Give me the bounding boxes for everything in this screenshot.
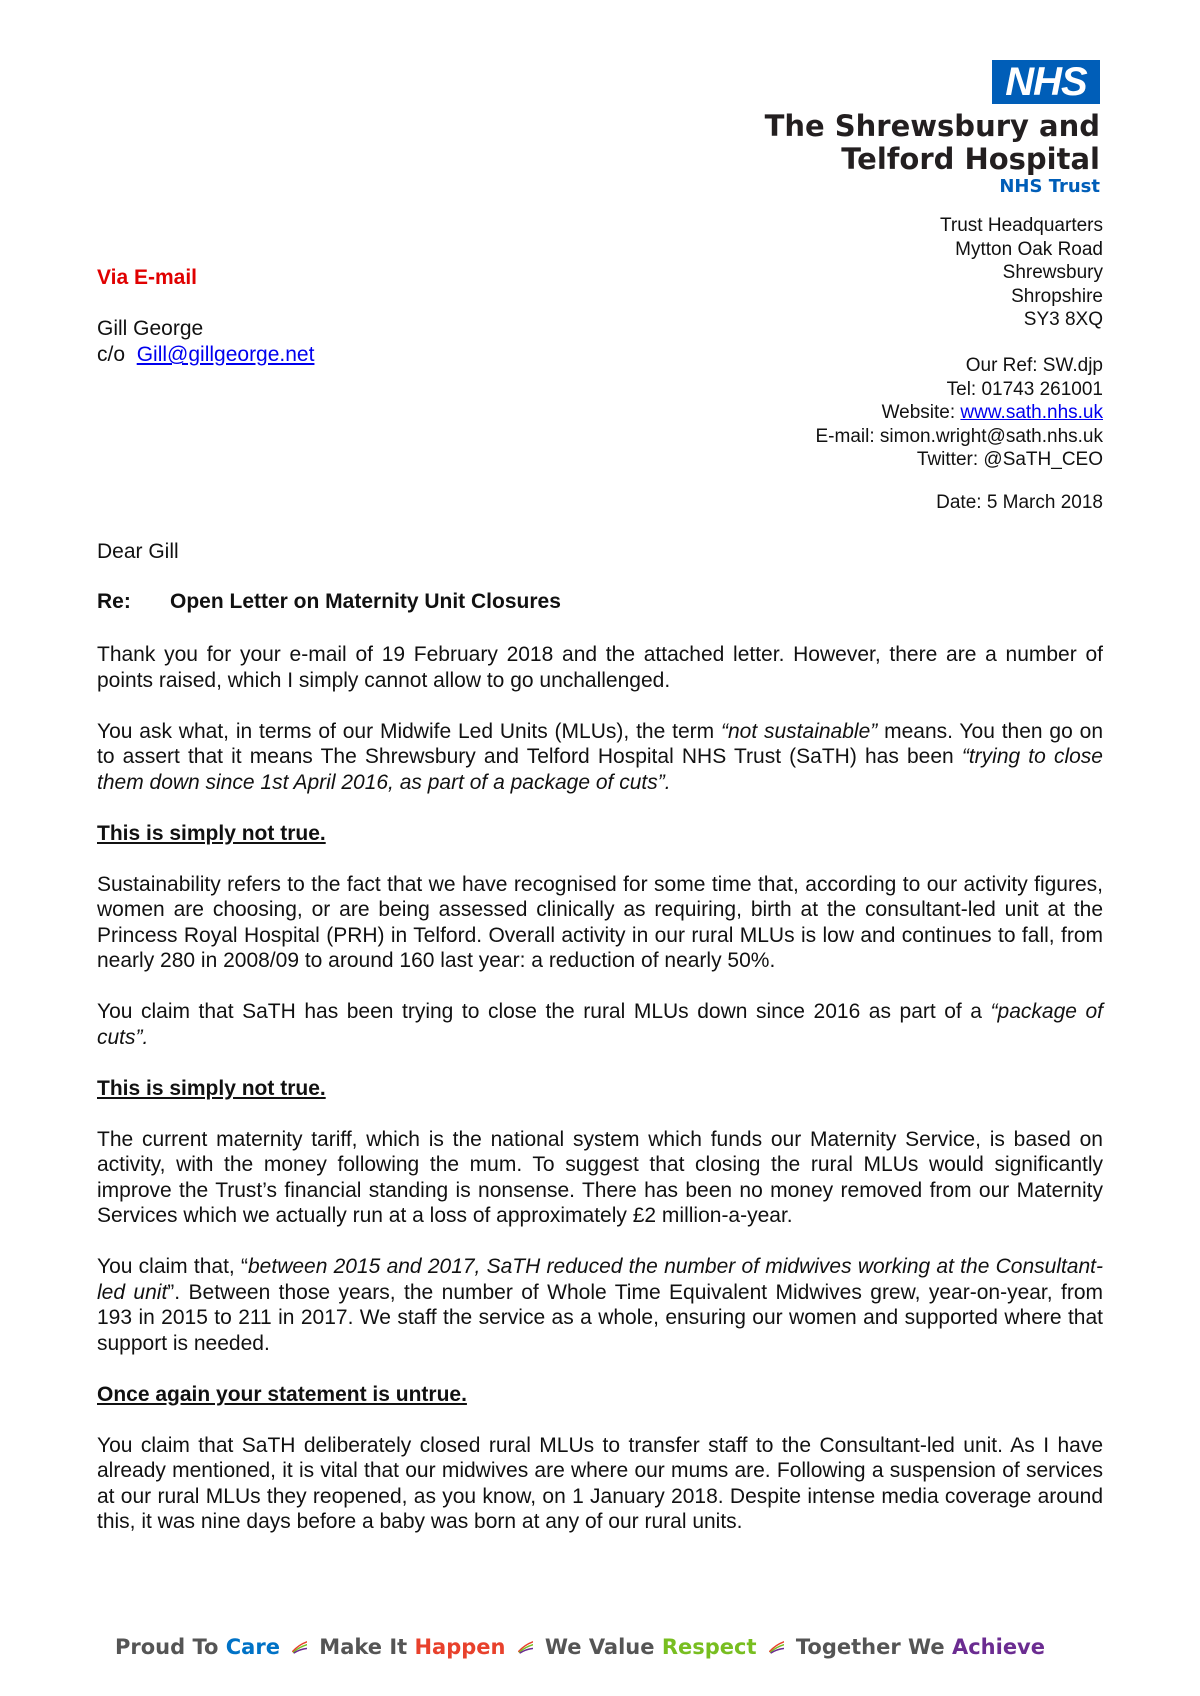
footer-value-prefix: Make It xyxy=(319,1635,415,1659)
website-label: Website: xyxy=(881,402,961,423)
recipient-email-link[interactable]: Gill@gillgeorge.net xyxy=(136,343,315,366)
salutation: Dear Gill xyxy=(97,540,179,563)
trust-address xyxy=(940,214,1103,332)
trust-name-line2: Telford Hospital xyxy=(841,142,1100,176)
letter-paragraph xyxy=(97,1127,1103,1229)
recipient-name: Gill George xyxy=(97,317,204,340)
letter-paragraph xyxy=(97,999,1103,1050)
emphasis-statement: Once again your statement is untrue. xyxy=(97,1382,467,1406)
paragraph-text: “not sustainable” xyxy=(720,719,878,743)
paragraph-text: You claim that SaTH has been trying to close the rural MLUs down since 2016 as part of a xyxy=(97,1000,991,1023)
subject-line xyxy=(97,590,561,614)
paragraph-text: ”. Between those years, the number of Whole Time Equivalent Midwives grew, year-on-year, from 193 in 2015 to 211 in 2017. We staff the service as a whole, ensuring our women and supported where that support is needed. xyxy=(97,1280,1103,1355)
subject-text: Open Letter on Maternity Unit Closures xyxy=(170,590,561,613)
swoosh-icon xyxy=(292,1629,307,1665)
telephone: Tel: 01743 261001 xyxy=(946,378,1103,400)
paragraph-text: Sustainability refers to the fact that we have recognised for some time that, according to our activity figures, women are choosing, or are being assessed clinically as requiring, birth at the consultant-led unit at the Princess Royal Hospital (PRH) in Telford. Overall activity in our rural MLUs is low and continues to fall, from nearly 280 in 2008/09 to around 160 last year: a reduction of nearly 50%. xyxy=(97,872,1103,972)
trust-name xyxy=(765,110,1100,176)
paragraph-text: You claim that SaTH deliberately closed rural MLUs to transfer staff to the Consultant-led unit. As I have already mentioned, it is vital that our midwives are where our mums are. Following a suspension of services at our rural MLUs they reopened, as you know, on 1 January 2018. Despite intense media coverage around this, it was nine days before a baby was born at any of our rural units. xyxy=(97,1433,1103,1533)
paragraph-text: “package of cuts”. xyxy=(97,1000,1103,1049)
footer-value-accent: Achieve xyxy=(951,1635,1045,1659)
our-ref: Our Ref: SW.djp xyxy=(965,355,1103,376)
recipient-email-line xyxy=(97,342,314,368)
address-line: SY3 8XQ xyxy=(1023,309,1103,330)
address-line: Trust Headquarters xyxy=(940,215,1103,236)
address-line: Mytton Oak Road xyxy=(955,238,1103,260)
letter-paragraph xyxy=(97,1433,1103,1535)
swoosh-icon xyxy=(769,1629,784,1665)
letter-body xyxy=(97,642,1103,1560)
website-link[interactable]: www.sath.nhs.uk xyxy=(960,402,1103,423)
via-email-label: Via E-mail xyxy=(97,266,197,289)
address-line: Shrewsbury xyxy=(1002,262,1103,283)
footer-value-prefix: Together We xyxy=(795,1635,952,1659)
reference-block xyxy=(816,354,1104,472)
letter-paragraph xyxy=(97,719,1103,796)
footer-value-accent: Happen xyxy=(414,1635,506,1659)
values-footer xyxy=(115,1622,1045,1672)
website-line xyxy=(816,401,1104,425)
letter-paragraph xyxy=(97,1076,1103,1102)
letter-paragraph xyxy=(97,642,1103,693)
footer-value-prefix: We Value xyxy=(544,1635,662,1659)
paragraph-text: between 2015 and 2017, SaTH reduced the number of midwives working at the Consultant-led unit xyxy=(97,1255,1103,1304)
address-line: Shropshire xyxy=(1011,285,1103,307)
paragraph-text: Thank you for your e-mail of 19 February 2018 and the attached letter. However, there are a number of points raised, which I simply cannot allow to go unchallenged. xyxy=(97,643,1103,692)
emphasis-statement: This is simply not true. xyxy=(97,821,326,845)
emphasis-statement: This is simply not true. xyxy=(97,1076,326,1100)
twitter-line: Twitter: @SaTH_CEO xyxy=(916,449,1103,470)
footer-value-accent: Care xyxy=(225,1635,280,1659)
letter-date: Date: 5 March 2018 xyxy=(936,492,1103,513)
paragraph-text: You claim that, “ xyxy=(97,1255,248,1278)
letter-paragraph xyxy=(97,1254,1103,1356)
footer-value xyxy=(545,1635,757,1659)
paragraph-text: You ask what, in terms of our Midwife Led Units (MLUs), the term xyxy=(97,719,721,743)
letter-paragraph xyxy=(97,872,1103,974)
footer-value-accent: Respect xyxy=(661,1635,757,1659)
nhs-logo: NHS xyxy=(992,60,1100,104)
letter-paragraph xyxy=(97,821,1103,847)
letter-paragraph xyxy=(97,1382,1103,1408)
paragraph-text: The current maternity tariff, which is the national system which funds our Maternity Service, is based on activity, with the money following the mum. To suggest that closing the rural MLUs would significantly improve the Trust’s financial standing is nonsense. There has been no money removed from our Maternity Services which we actually run at a loss of approximately £2 million-a-year. xyxy=(97,1127,1103,1227)
trust-name-line1: The Shrewsbury and xyxy=(764,109,1100,143)
re-label: Re: xyxy=(97,590,131,613)
footer-value xyxy=(796,1635,1045,1659)
footer-value xyxy=(319,1635,505,1659)
paragraph-text: means. You then go on to assert that it means The Shrewsbury and Telford Hospital NHS Trust (SaTH) has been xyxy=(97,719,1104,768)
paragraph-text: “trying to close them down since 1st April 2016, as part of a package of cuts”. xyxy=(97,745,1103,794)
recipient-block xyxy=(97,316,314,368)
footer-value xyxy=(115,1635,280,1659)
footer-value-prefix: Proud To xyxy=(115,1635,226,1659)
swoosh-icon xyxy=(518,1629,533,1665)
trust-subtitle: NHS Trust xyxy=(999,176,1100,197)
care-of-label: c/o xyxy=(97,343,131,366)
email-line: E-mail: simon.wright@sath.nhs.uk xyxy=(815,425,1103,447)
